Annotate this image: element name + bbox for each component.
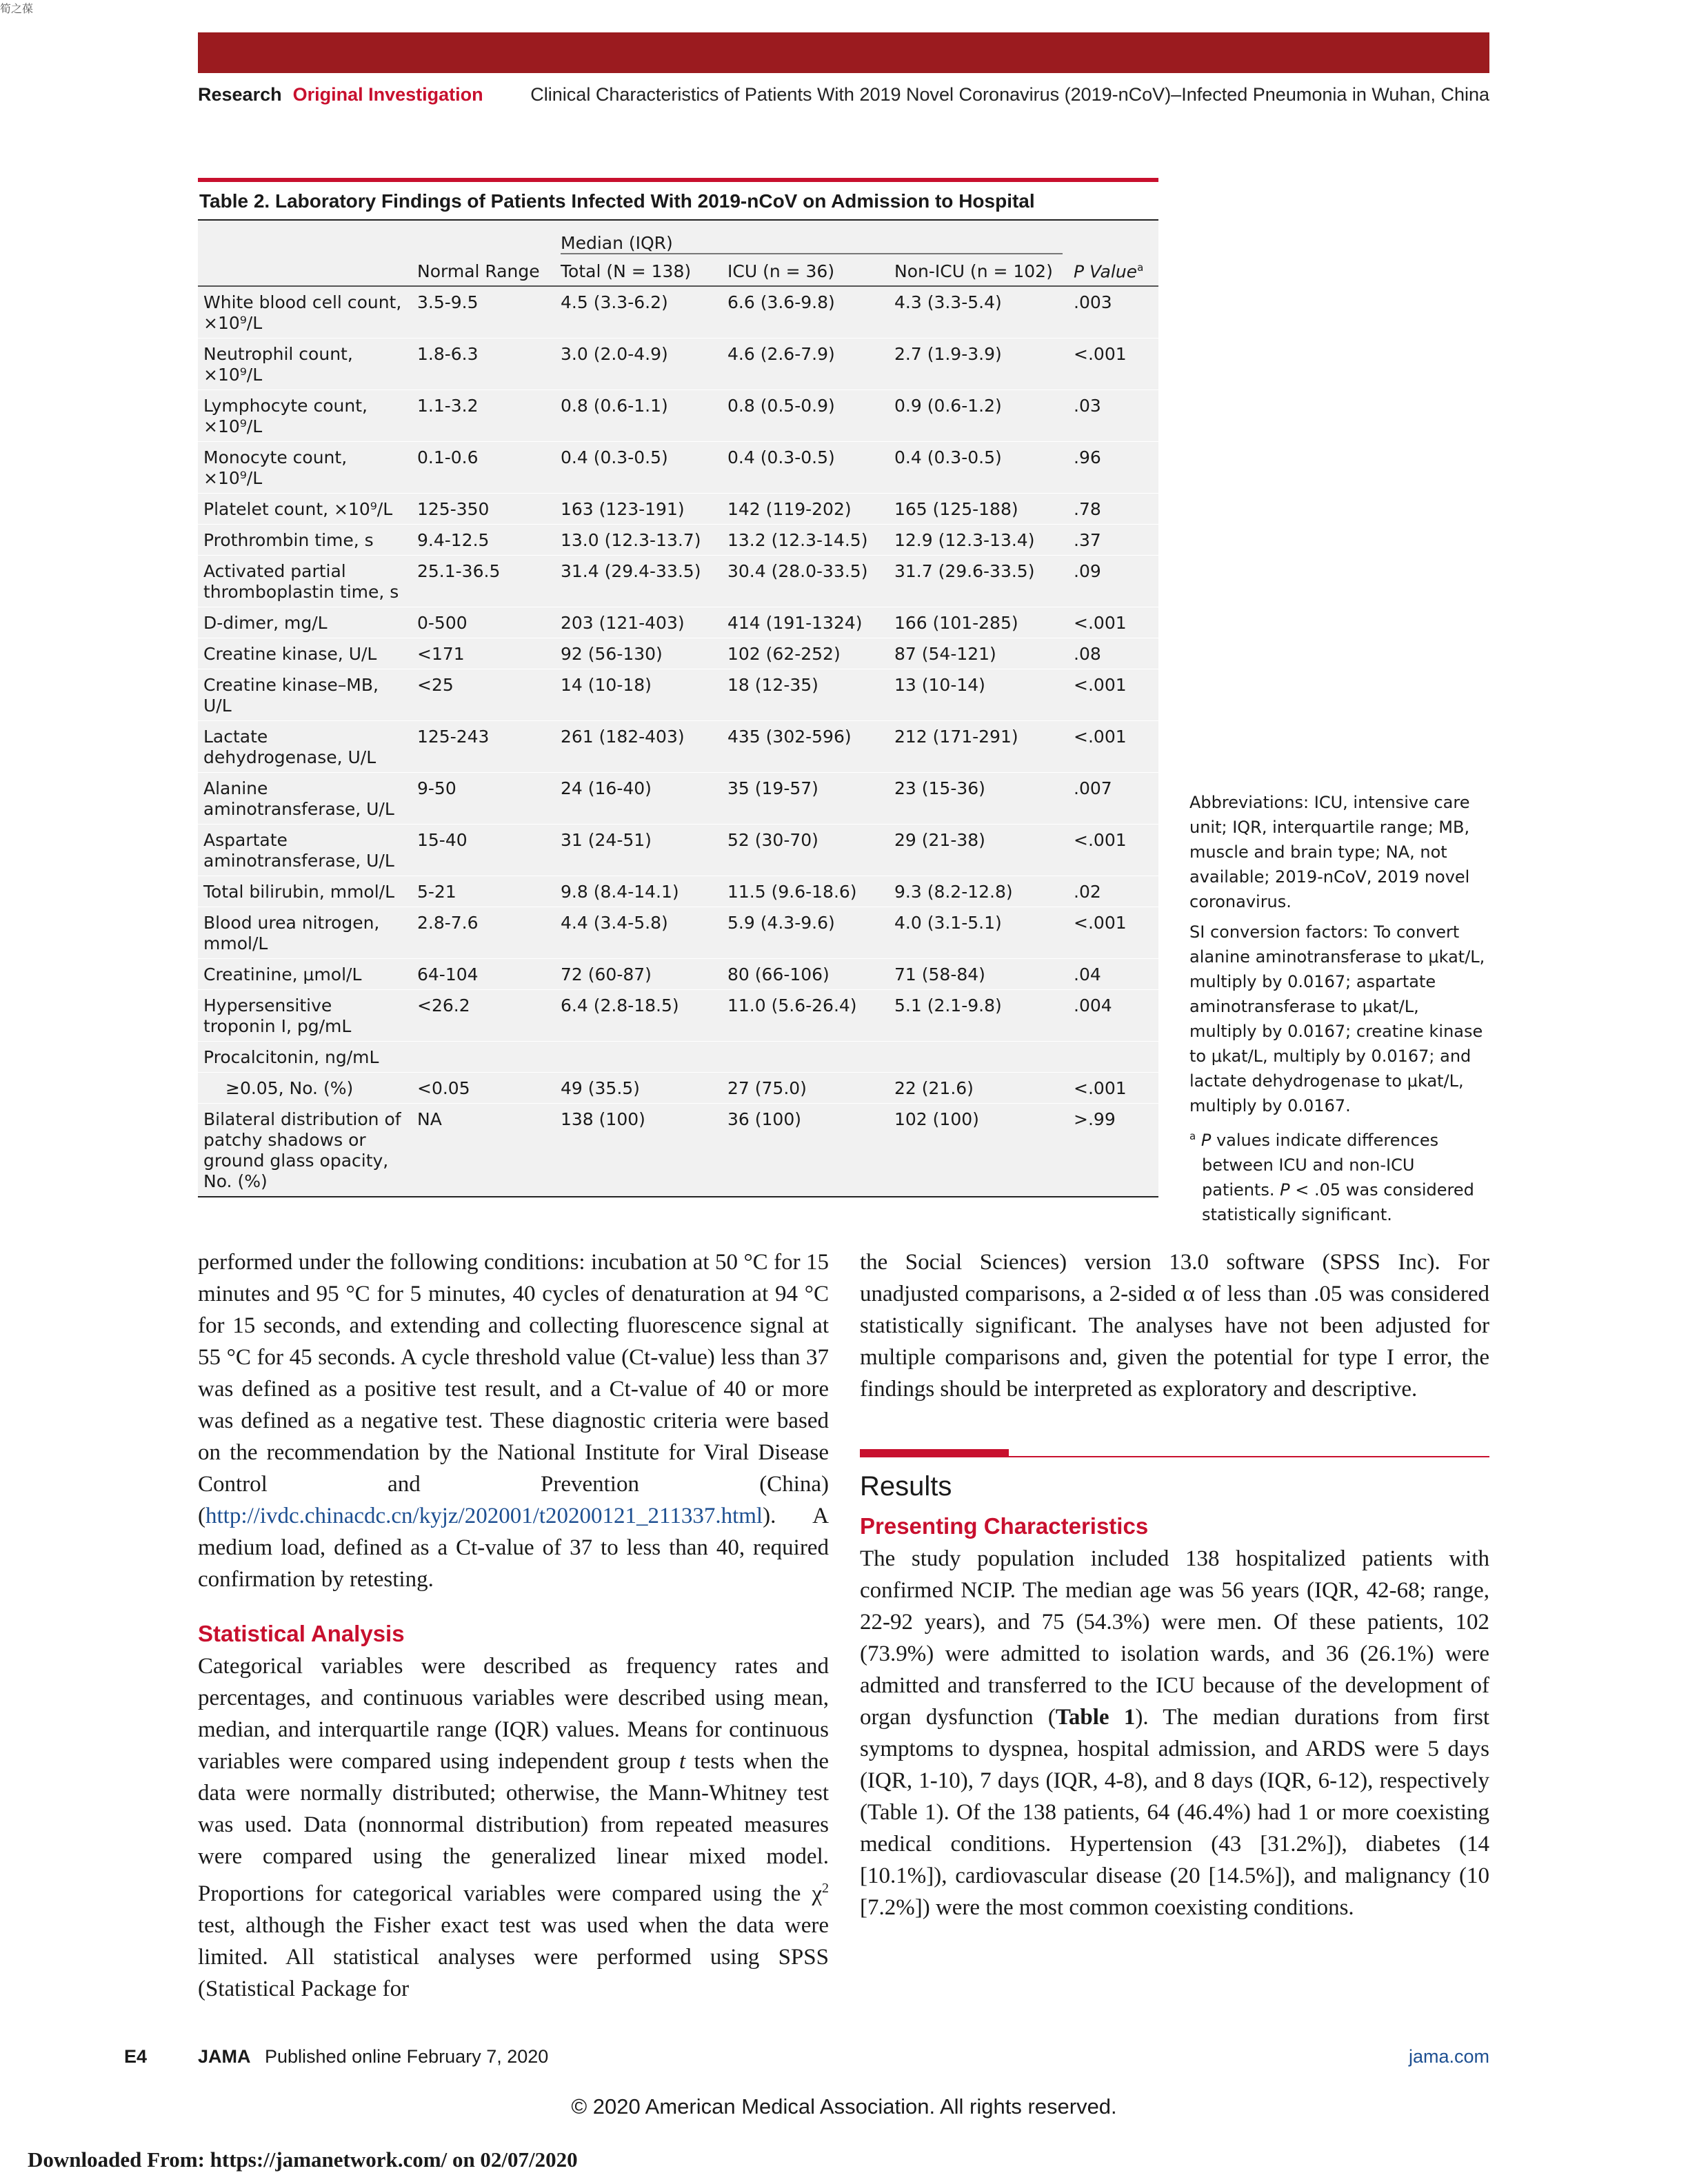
ivdc-link[interactable]: http://ivdc.chinacdc.cn/kyjz/202001/t20200121_211337.html <box>205 1504 763 1528</box>
icu-value: 30.4 (28.0-33.5) <box>727 561 868 582</box>
table-row <box>198 494 1158 525</box>
table-row <box>198 1104 1158 1197</box>
total-value: 163 (123-191) <box>561 499 685 520</box>
col-header-total: Total (N = 138) <box>555 257 722 286</box>
normal-range: 9-50 <box>417 778 456 799</box>
statistics-paragraph: Categorical variables were described as frequency rates and percentages, and continuous variables were described using mean, median, and interquartile range (IQR) values. Means for continuous variables were compared using independent group t tests when the data were normally distributed; otherwise, the Mann-Whitney test was used. Data (nonnormal distribution) from repeated measures were compared using the generalized linear mixed model. Proportions for categorical variables were compared using the $\chi^2$ test, although the Fisher exact test was used when the data were limited. All statistical analyses were performed using SPSS (Statistical Package for <box>198 1654 829 2001</box>
nonicu-value: 29 (21-38) <box>894 830 985 851</box>
nonicu-value: 22 (21.6) <box>894 1078 974 1099</box>
p-value: .03 <box>1074 396 1101 416</box>
nonicu-value: 0.9 (0.6-1.2) <box>894 396 1002 416</box>
total-value: 4.4 (3.4-5.8) <box>561 913 668 933</box>
row-label: Total bilirubin, mmol/L <box>203 882 395 902</box>
icu-value: 13.2 (12.3-14.5) <box>727 530 868 551</box>
table-notes <box>1189 790 1486 1233</box>
total-value: 24 (16-40) <box>561 778 652 799</box>
p-value: <.001 <box>1074 675 1127 696</box>
p-value: .02 <box>1074 882 1101 902</box>
total-value: 4.5 (3.3-6.2) <box>561 292 668 313</box>
statistics-continued: the Social Sciences) version 13.0 software (SPSS Inc). For unadjusted comparisons, a 2-sided α of less than .05 was considered statistically significant. The analyses have not been adjusted for multiple comparisons and, given the potential for type I error, the findings should be interpreted as exploratory and descriptive. <box>860 1250 1489 1402</box>
normal-range: <0.05 <box>417 1078 470 1099</box>
col-header-label <box>198 257 412 286</box>
normal-range: <25 <box>417 675 454 696</box>
lab-findings-table <box>198 221 1158 1196</box>
normal-range: 125-243 <box>417 727 490 747</box>
table-row <box>198 990 1158 1042</box>
nonicu-value: 212 (171-291) <box>894 727 1018 747</box>
table-row <box>198 556 1158 607</box>
running-title: Clinical Characteristics of Patients With 2019 Novel Coronavirus (2019-nCoV)–Infected Pneumonia in Wuhan, China <box>530 84 1489 105</box>
normal-range: 3.5-9.5 <box>417 292 479 313</box>
row-label: Bilateral distribution of patchy shadows or ground glass opacity, No. (%) <box>203 1109 401 1192</box>
table-row <box>198 1073 1158 1104</box>
row-label: Alanine aminotransferase, U/L <box>203 778 394 820</box>
total-value: 92 (56-130) <box>561 644 663 665</box>
body-left-column <box>198 1246 829 2005</box>
table-row <box>198 876 1158 907</box>
table-row <box>198 442 1158 494</box>
footnote-a: $^a$ P values indicate differences between ICU and non-ICU patients. P < .05 was considered statistically significant. <box>1189 1130 1474 1224</box>
table-row <box>198 286 1158 338</box>
icu-value: 435 (302-596) <box>727 727 852 747</box>
p-value: .007 <box>1074 778 1112 799</box>
total-value: 31 (24-51) <box>561 830 652 851</box>
journal-site-link[interactable]: jama.com <box>1408 2046 1489 2067</box>
icu-value: 11.0 (5.6-26.4) <box>727 995 857 1016</box>
p-value: .78 <box>1074 499 1101 520</box>
si-conversion-note: SI conversion factors: To convert alanine aminotransferase to μkat/L, multiply by 0.0167; aspartate aminotransferase to μkat/L, multiply by 0.0167; creatine kinase to μkat/L, multiply by 0.0167; and lactate dehydrogenase to μkat/L, multiply by 0.0167. <box>1189 922 1485 1115</box>
row-label: Lymphocyte count, ×10⁹/L <box>203 396 368 437</box>
running-head <box>198 84 1489 112</box>
icu-value: 102 (62-252) <box>727 644 841 665</box>
normal-range: 1.1-3.2 <box>417 396 479 416</box>
icu-value: 0.8 (0.5-0.9) <box>727 396 835 416</box>
icu-value: 5.9 (4.3-9.6) <box>727 913 835 933</box>
total-value: 31.4 (29.4-33.5) <box>561 561 701 582</box>
journal-name: JAMA <box>198 2046 251 2067</box>
normal-range: 9.4-12.5 <box>417 530 490 551</box>
total-value <box>555 1042 722 1073</box>
normal-range: 64-104 <box>417 964 479 985</box>
p-value: .09 <box>1074 561 1101 582</box>
nonicu-value: 0.4 (0.3-0.5) <box>894 447 1002 468</box>
icu-value: 4.6 (2.6-7.9) <box>727 344 835 365</box>
nonicu-value: 87 (54-121) <box>894 644 996 665</box>
p-value: <.001 <box>1074 613 1127 634</box>
icu-value: 35 (19-57) <box>727 778 818 799</box>
nonicu-value: 166 (101-285) <box>894 613 1018 634</box>
nonicu-value <box>889 1042 1068 1073</box>
icu-value: 6.6 (3.6-9.8) <box>727 292 835 313</box>
icu-value: 80 (66-106) <box>727 964 830 985</box>
p-value: <.001 <box>1074 830 1127 851</box>
icu-value: 414 (191-1324) <box>727 613 863 634</box>
col-header-icu: ICU (n = 36) <box>722 257 889 286</box>
icu-value: 0.4 (0.3-0.5) <box>727 447 835 468</box>
normal-range: 5-21 <box>417 882 456 902</box>
normal-range: NA <box>417 1109 442 1130</box>
normal-range: <171 <box>417 644 465 665</box>
row-label: Platelet count, ×10⁹/L <box>203 499 393 520</box>
results-heading: Results <box>860 1471 952 1502</box>
p-value: .37 <box>1074 530 1101 551</box>
nonicu-value: 9.3 (8.2-12.8) <box>894 882 1013 902</box>
icu-value: 142 (119-202) <box>727 499 852 520</box>
normal-range: 15-40 <box>417 830 468 851</box>
presenting-paragraph: The study population included 138 hospitalized patients with confirmed NCIP. The median age was 56 years (IQR, 42-68; range, 22-92 years), and 75 (54.3%) were men. Of these patients, 102 (73.9%) were admitted to isolation wards, and 36 (26.1%) were admitted and transferred to the ICU because of the development of organ dysfunction (Table 1). The median durations from first symptoms to dyspnea, hospital admission, and ARDS were 5 days (IQR, 1-10), 7 days (IQR, 4-8), and 8 days (IQR, 6-12), respectively (Table 1). Of the 138 patients, 64 (46.4%) had 1 or more coexisting medical conditions. Hypertension (43 [31.2%]), diabetes (14 [10.1%]), cardiovascular disease (20 [14.5%]), and malignancy (10 [7.2%]) were the most common coexisting conditions. <box>860 1546 1489 1920</box>
table-row <box>198 390 1158 442</box>
p-value: <.001 <box>1074 1078 1127 1099</box>
normal-range: 0.1-0.6 <box>417 447 479 468</box>
row-label: Hypersensitive troponin I, pg/mL <box>203 995 352 1037</box>
corner-mark: 筍之葆 <box>0 2 34 15</box>
nonicu-value: 23 (15-36) <box>894 778 985 799</box>
total-value: 6.4 (2.8-18.5) <box>561 995 679 1016</box>
row-label: Neutrophil count, ×10⁹/L <box>203 344 353 385</box>
nonicu-value: 13 (10-14) <box>894 675 985 696</box>
article-type: Original Investigation <box>292 84 483 105</box>
col-header-pvalue: P Value$^a$ <box>1068 257 1158 286</box>
total-value: 9.8 (8.4-14.1) <box>561 882 679 902</box>
nonicu-value: 31.7 (29.6-33.5) <box>894 561 1035 582</box>
normal-range: 25.1-36.5 <box>417 561 501 582</box>
row-label: Creatinine, μmol/L <box>203 964 362 985</box>
normal-range: 1.8-6.3 <box>417 344 479 365</box>
nonicu-value: 71 (58-84) <box>894 964 985 985</box>
normal-range: 2.8-7.6 <box>417 913 479 933</box>
row-label: D-dimer, mg/L <box>203 613 328 634</box>
row-label: Aspartate aminotransferase, U/L <box>203 830 394 871</box>
row-label: Creatine kinase, U/L <box>203 644 377 665</box>
results-rule <box>860 1449 1489 1460</box>
row-label: Creatine kinase–MB, U/L <box>203 675 379 716</box>
median-iqr-header: Median (IQR) <box>555 221 1068 257</box>
total-value: 0.8 (0.6-1.1) <box>561 396 668 416</box>
download-stamp: Downloaded From: https://jamanetwork.com/ on 02/07/2020 <box>28 2147 578 2172</box>
icu-value <box>722 1042 889 1073</box>
table-row <box>198 669 1158 721</box>
total-value: 203 (121-403) <box>561 613 685 634</box>
p-value: <.001 <box>1074 913 1127 933</box>
table-row <box>198 907 1158 959</box>
total-value: 49 (35.5) <box>561 1078 640 1099</box>
nonicu-value: 12.9 (12.3-13.4) <box>894 530 1035 551</box>
p-value: .04 <box>1074 964 1101 985</box>
row-label: Blood urea nitrogen, mmol/L <box>203 913 380 954</box>
total-value: 72 (60-87) <box>561 964 652 985</box>
p-value <box>1068 1042 1158 1073</box>
row-label: Lactate dehydrogenase, U/L <box>203 727 376 768</box>
total-value: 261 (182-403) <box>561 727 685 747</box>
table-row <box>198 825 1158 876</box>
normal-range: 0-500 <box>417 613 468 634</box>
presenting-characteristics-heading: Presenting Characteristics <box>860 1513 1149 1539</box>
row-label: Procalcitonin, ng/mL <box>203 1047 379 1068</box>
row-label: ≥0.05, No. (%) <box>225 1078 354 1099</box>
row-label: Activated partial thromboplastin time, s <box>203 561 399 603</box>
normal-range: <26.2 <box>417 995 470 1016</box>
table-row <box>198 638 1158 669</box>
p-value: <.001 <box>1074 727 1127 747</box>
table-row <box>198 525 1158 556</box>
page-number: E4 <box>124 2046 148 2067</box>
table-row <box>198 1042 1158 1073</box>
total-value: 14 (10-18) <box>561 675 652 696</box>
p-value: .004 <box>1074 995 1112 1016</box>
p-value: .003 <box>1074 292 1112 313</box>
nonicu-value: 102 (100) <box>894 1109 979 1130</box>
body-right-column <box>860 1246 1489 1923</box>
icu-value: 52 (30-70) <box>727 830 818 851</box>
nonicu-value: 2.7 (1.9-3.9) <box>894 344 1002 365</box>
total-value: 3.0 (2.0-4.9) <box>561 344 668 365</box>
section-label: Research <box>198 84 282 105</box>
p-value: >.99 <box>1074 1109 1116 1130</box>
table-title: Table 2. Laboratory Findings of Patients Infected With 2019-nCoV on Admission to Hospital <box>198 182 1158 221</box>
icu-value: 11.5 (9.6-18.6) <box>727 882 857 902</box>
abbreviations-note: Abbreviations: ICU, intensive care unit; IQR, interquartile range; MB, muscle and brain type; NA, not available; 2019-nCoV, 2019 novel coronavirus. <box>1189 793 1470 911</box>
total-value: 0.4 (0.3-0.5) <box>561 447 668 468</box>
nonicu-value: 4.0 (3.1-5.1) <box>894 913 1002 933</box>
published-date: Published online February 7, 2020 <box>265 2046 549 2067</box>
table-row <box>198 607 1158 638</box>
table-bottom-rule <box>198 1196 1158 1197</box>
nonicu-value: 4.3 (3.3-5.4) <box>894 292 1002 313</box>
normal-range <box>412 1042 555 1073</box>
copyright-notice: © 2020 American Medical Association. All rights reserved. <box>571 2094 1117 2119</box>
table-row <box>198 959 1158 990</box>
row-label: Monocyte count, ×10⁹/L <box>203 447 348 489</box>
nonicu-value: 165 (125-188) <box>894 499 1018 520</box>
table1-reference[interactable]: Table 1 <box>1055 1705 1136 1730</box>
methods-paragraph: performed under the following conditions: incubation at 50 °C for 15 minutes and 95 °C for 5 minutes, 40 cycles of denaturation at 94 °C for 15 seconds, and extending and collecting fluorescence signal at 55 °C for 45 seconds. A cycle threshold value (Ct-value) less than 37 was defined as a positive test result, and a Ct-value of 40 or more was defined as a negative test. These diagnostic criteria were based on the recommendation by the National Institute for Viral Disease Control and Prevention (China) (http://ivdc.chinacdc.cn/kyjz/202001/t20200121_211337.html). A medium load, defined as a Ct-value of 37 to less than 40, required confirmation by retesting. <box>198 1250 829 1592</box>
total-value: 138 (100) <box>561 1109 645 1130</box>
row-label: White blood cell count, ×10⁹/L <box>203 292 402 334</box>
table-row <box>198 773 1158 825</box>
col-header-nonicu: Non-ICU (n = 102) <box>889 257 1068 286</box>
row-label: Prothrombin time, s <box>203 530 374 551</box>
icu-value: 18 (12-35) <box>727 675 818 696</box>
icu-value: 36 (100) <box>727 1109 801 1130</box>
normal-range: 125-350 <box>417 499 490 520</box>
col-header-normal: Normal Range <box>412 257 555 286</box>
journal-color-bar <box>198 32 1489 73</box>
total-value: 13.0 (12.3-13.7) <box>561 530 701 551</box>
p-value: .96 <box>1074 447 1101 468</box>
statistical-analysis-heading: Statistical Analysis <box>198 1621 405 1646</box>
nonicu-value: 5.1 (2.1-9.8) <box>894 995 1002 1016</box>
p-value: <.001 <box>1074 344 1127 365</box>
table-row <box>198 721 1158 773</box>
table-2 <box>198 178 1158 1197</box>
table-row <box>198 338 1158 390</box>
p-value: .08 <box>1074 644 1101 665</box>
icu-value: 27 (75.0) <box>727 1078 807 1099</box>
